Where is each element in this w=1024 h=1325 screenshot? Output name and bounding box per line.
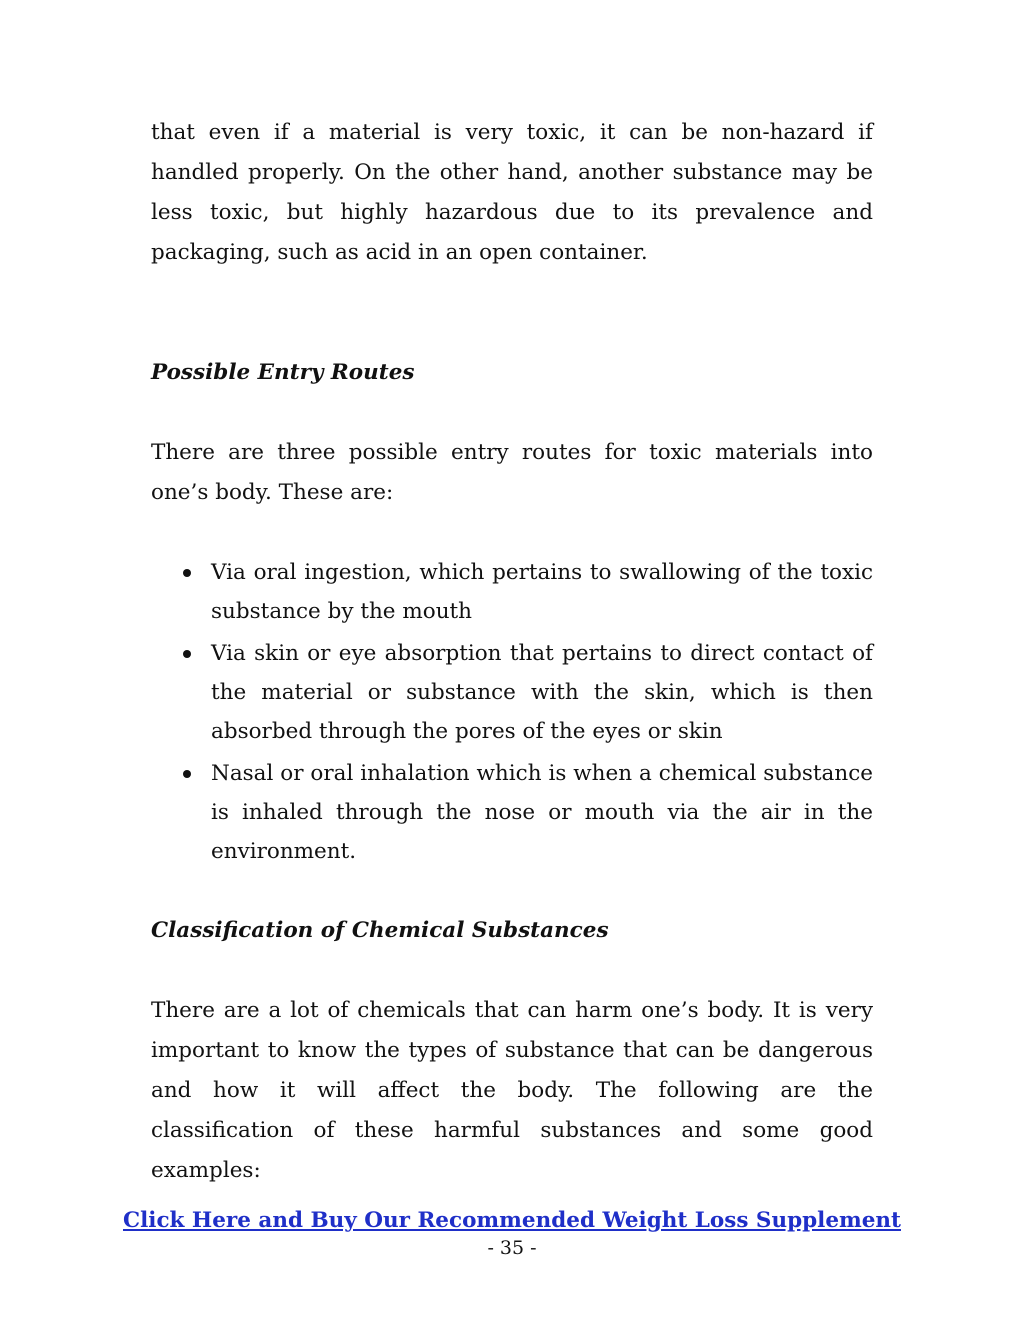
list-item [151,553,873,631]
list-item [151,634,873,751]
bullet-icon [183,569,191,577]
document-body [151,113,873,1191]
bullet-icon [183,650,191,658]
paragraph-entry-routes-intro: There are three possible entry routes for toxic materials into one’s body. These are: [151,440,873,505]
supplement-link[interactable]: Click Here and Buy Our Recommended Weight Loss Supplement [123,1208,901,1233]
paragraph-toxicity: that even if a material is very toxic, it can be non-hazard if handled properly. On the other hand, another substance may be less toxic, but highly hazardous due to its prevalence and packaging, such as acid in an open container. [151,120,873,265]
list-item-text: Nasal or oral inhalation which is when a chemical substance is inhaled through the nose or mouth via the air in the environment. [211,761,873,864]
entry-routes-list [151,553,873,871]
paragraph-classification: There are a lot of chemicals that can harm one’s body. It is very important to know the types of substance that can be dangerous and how it will affect the body. The following are the classification of these harmful substances and some good examples: [151,998,873,1183]
page-number: - 35 - [487,1237,537,1259]
list-item-text: Via oral ingestion, which pertains to swallowing of the toxic substance by the mouth [211,560,873,624]
heading-entry-routes: Possible Entry Routes [151,360,415,385]
list-item [151,754,873,871]
heading-classification: Classification of Chemical Substances [151,918,609,943]
page-footer [0,1205,1024,1259]
list-item-text: Via skin or eye absorption that pertains to direct contact of the material or substance with the skin, which is then absorbed through the pores of the eyes or skin [211,641,873,744]
bullet-icon [183,770,191,778]
